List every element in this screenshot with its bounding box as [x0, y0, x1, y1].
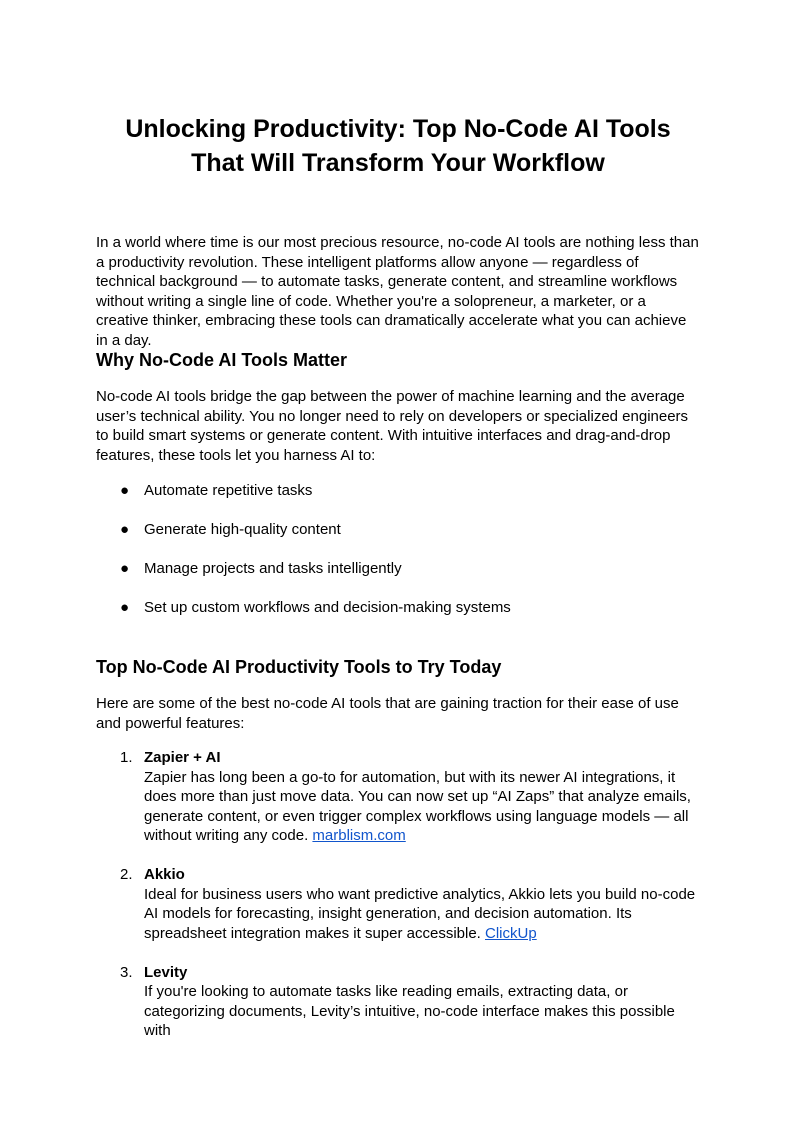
list-item [96, 481, 700, 520]
section-heading-why: Why No-Code AI Tools Matter [96, 350, 347, 370]
tool-name: Zapier + AI [144, 749, 221, 766]
list-item-text: Automate repetitive tasks [144, 482, 313, 499]
bullet-icon: ● [120, 599, 130, 616]
list-item [96, 520, 700, 559]
document-title [96, 112, 700, 180]
list-item-text: Manage projects and tasks intelligently [144, 560, 402, 577]
marblism-link[interactable]: marblism.com [312, 827, 406, 844]
tool-name: Akkio [144, 866, 185, 883]
tool-number: 3. [120, 963, 133, 981]
list-item [96, 559, 700, 598]
tool-name: Levity [144, 963, 188, 981]
title-line-2: That Will Transform Your Workflow [191, 149, 605, 177]
why-paragraph: No-code AI tools bridge the gap between the power of machine learning and the average user’s technical ability. You no longer need to rely on developers or specialized engineers to build smart systems or generate content. With intuitive interfaces and drag-and-drop features, these tools let you harness AI to: [96, 388, 689, 464]
tools-list [96, 748, 700, 1041]
tool-description-text: Zapier has long been a go-to for automation, but with its newer AI integrations, it does more than just move data. You can now set up “AI Zaps” that analyze emails, generate content, or even trigger complex workflows using language models — all without writing any code. [144, 768, 691, 844]
tool-number: 1. [120, 749, 133, 766]
tool-description: If you're looking to automate tasks like reading emails, extracting data, or categorizing documents, Levity’s intuitive, no-code interface makes this possible with [144, 983, 675, 1039]
tool-item-zapier [96, 748, 700, 865]
tool-description [144, 885, 700, 944]
intro-paragraph: In a world where time is our most precious resource, no-code AI tools are nothing less than a productivity revolution. These intelligent platforms allow anyone — regardless of technical background — to automate tasks, generate content, and streamline workflows without writing a single line of code. Whether you're a solopreneur, a marketer, or a creative thinker, embracing these tools can dramatically accelerate what you can achieve in a day. [96, 234, 699, 349]
bullet-icon: ● [120, 521, 130, 538]
list-item-text: Generate high-quality content [144, 521, 341, 538]
tool-description [144, 768, 700, 846]
bullet-icon: ● [120, 482, 130, 499]
benefits-list [96, 481, 700, 637]
tool-item-levity [96, 963, 700, 1041]
clickup-link[interactable]: ClickUp [485, 924, 537, 942]
title-line-1: Unlocking Productivity: Top No-Code AI Tools [125, 115, 671, 143]
list-item [96, 598, 700, 637]
tool-description-text: Ideal for business users who want predictive analytics, Akkio lets you build no-code AI models for forecasting, insight generation, and decision automation. Its spreadsheet integration makes it super accessible. [144, 885, 696, 942]
tools-intro-paragraph: Here are some of the best no-code AI tools that are gaining traction for their ease of use and powerful features: [96, 695, 679, 732]
section-heading-tools: Top No-Code AI Productivity Tools to Try Today [96, 657, 502, 677]
tool-number: 2. [120, 866, 133, 883]
tool-item-akkio [96, 865, 700, 963]
bullet-icon: ● [120, 560, 130, 577]
list-item-text: Set up custom workflows and decision-making systems [144, 599, 511, 616]
